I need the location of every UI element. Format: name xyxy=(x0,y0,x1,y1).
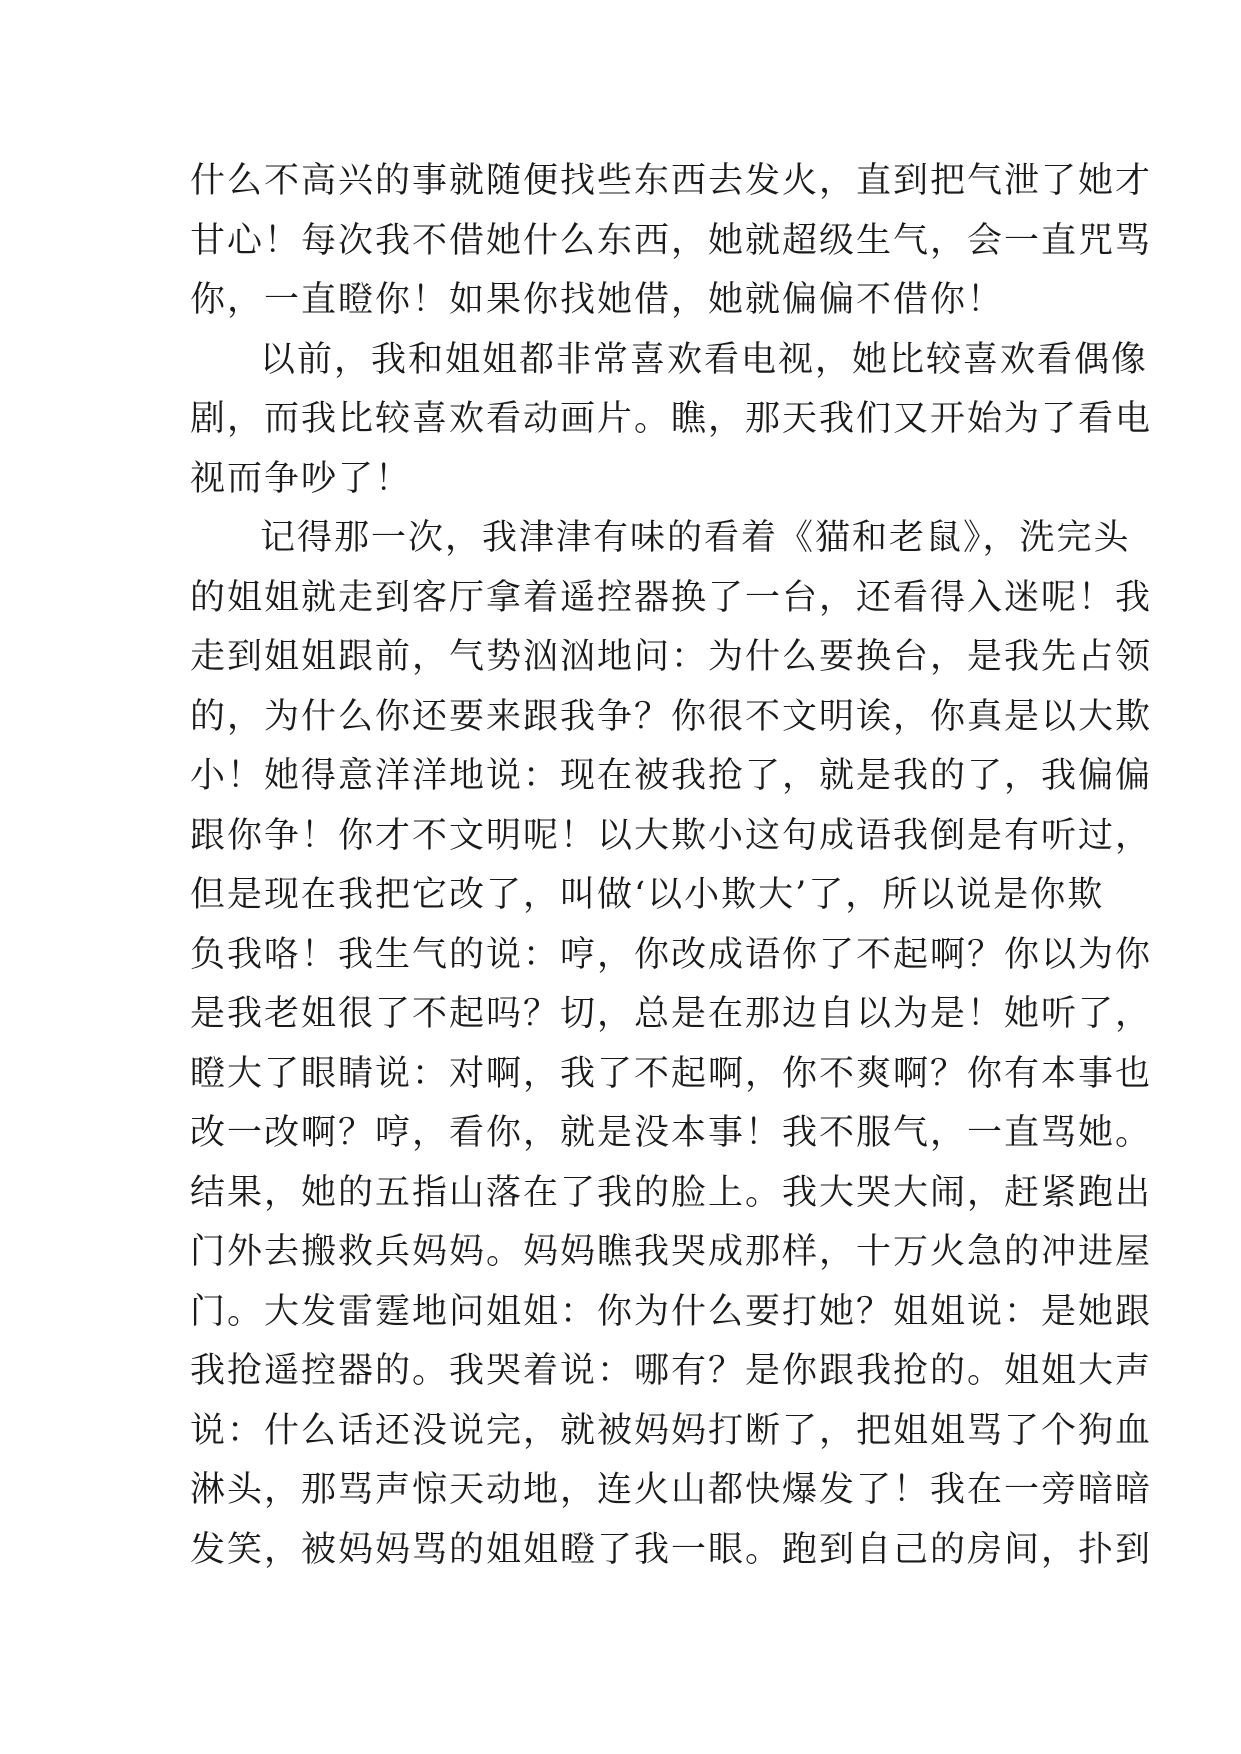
text-line: 走到姐姐跟前，气势汹汹地问：为什么要换台，是我先占领 xyxy=(190,637,1153,677)
text-line: 甘心！每次我不借她什么东西，她就超级生气，会一直咒骂 xyxy=(190,220,1153,261)
text-line: 瞪大了眼睛说：对啊，我了不起啊，你不爽啊？你有本事也 xyxy=(190,1053,1153,1094)
text-line: 淋头，那骂声惊天动地，连火山都快爆发了！我在一旁暗暗 xyxy=(190,1470,1153,1510)
text-line: 视而争吵了！ xyxy=(190,458,413,499)
text-line: 是我老姐很了不起吗？切，总是在那边自以为是！她听了， xyxy=(190,994,1153,1034)
text-line: 说：什么话还没说完，就被妈妈打断了，把姐姐骂了个狗血 xyxy=(190,1410,1153,1451)
text-line: 小！她得意洋洋地说：现在被我抢了，就是我的了，我偏偏 xyxy=(190,756,1153,796)
body-text xyxy=(190,152,1153,1580)
text-line: 跟你争！你才不文明呢！以大欺小这句成语我倒是有听过， xyxy=(190,815,1153,856)
text-line: 什么不高兴的事就随便找些东西去发火，直到把气泄了她才 xyxy=(190,161,1153,201)
text-line: 但是现在我把它改了，叫做‘以小欺大’了，所以说是你欺 xyxy=(190,875,1105,915)
text-line: 发笑，被妈妈骂的姐姐瞪了我一眼。跑到自己的房间，扑到 xyxy=(190,1529,1153,1570)
text-line: 你，一直瞪你！如果你找她借，她就偏偏不借你！ xyxy=(190,280,1005,320)
text-line: 以前，我和姐姐都非常喜欢看电视，她比较喜欢看偶像 xyxy=(260,339,1149,380)
text-line: 剧，而我比较喜欢看动画片。瞧，那天我们又开始为了看电 xyxy=(190,399,1153,439)
text-line: 门。大发雷霆地问姐姐：你为什么要打她？姐姐说：是她跟 xyxy=(190,1291,1153,1332)
text-line: 结果，她的五指山落在了我的脸上。我大哭大闹，赶紧跑出 xyxy=(190,1172,1153,1213)
text-line: 负我咯！我生气的说：哼，你改成语你了不起啊？你以为你 xyxy=(190,934,1153,975)
text-line: 门外去搬救兵妈妈。妈妈瞧我哭成那样，十万火急的冲进屋 xyxy=(190,1232,1153,1272)
text-line: 的，为什么你还要来跟我争？你很不文明诶，你真是以大欺 xyxy=(190,696,1153,737)
text-line: 记得那一次，我津津有味的看着《猫和老鼠》，洗完头 xyxy=(260,518,1131,558)
text-line: 我抢遥控器的。我哭着说：哪有？是你跟我抢的。姐姐大声 xyxy=(190,1351,1153,1391)
text-line: 的姐姐就走到客厅拿着遥控器换了一台，还看得入迷呢！我 xyxy=(190,577,1153,618)
text-line: 改一改啊？哼，看你，就是没本事！我不服气，一直骂她。 xyxy=(190,1113,1153,1153)
